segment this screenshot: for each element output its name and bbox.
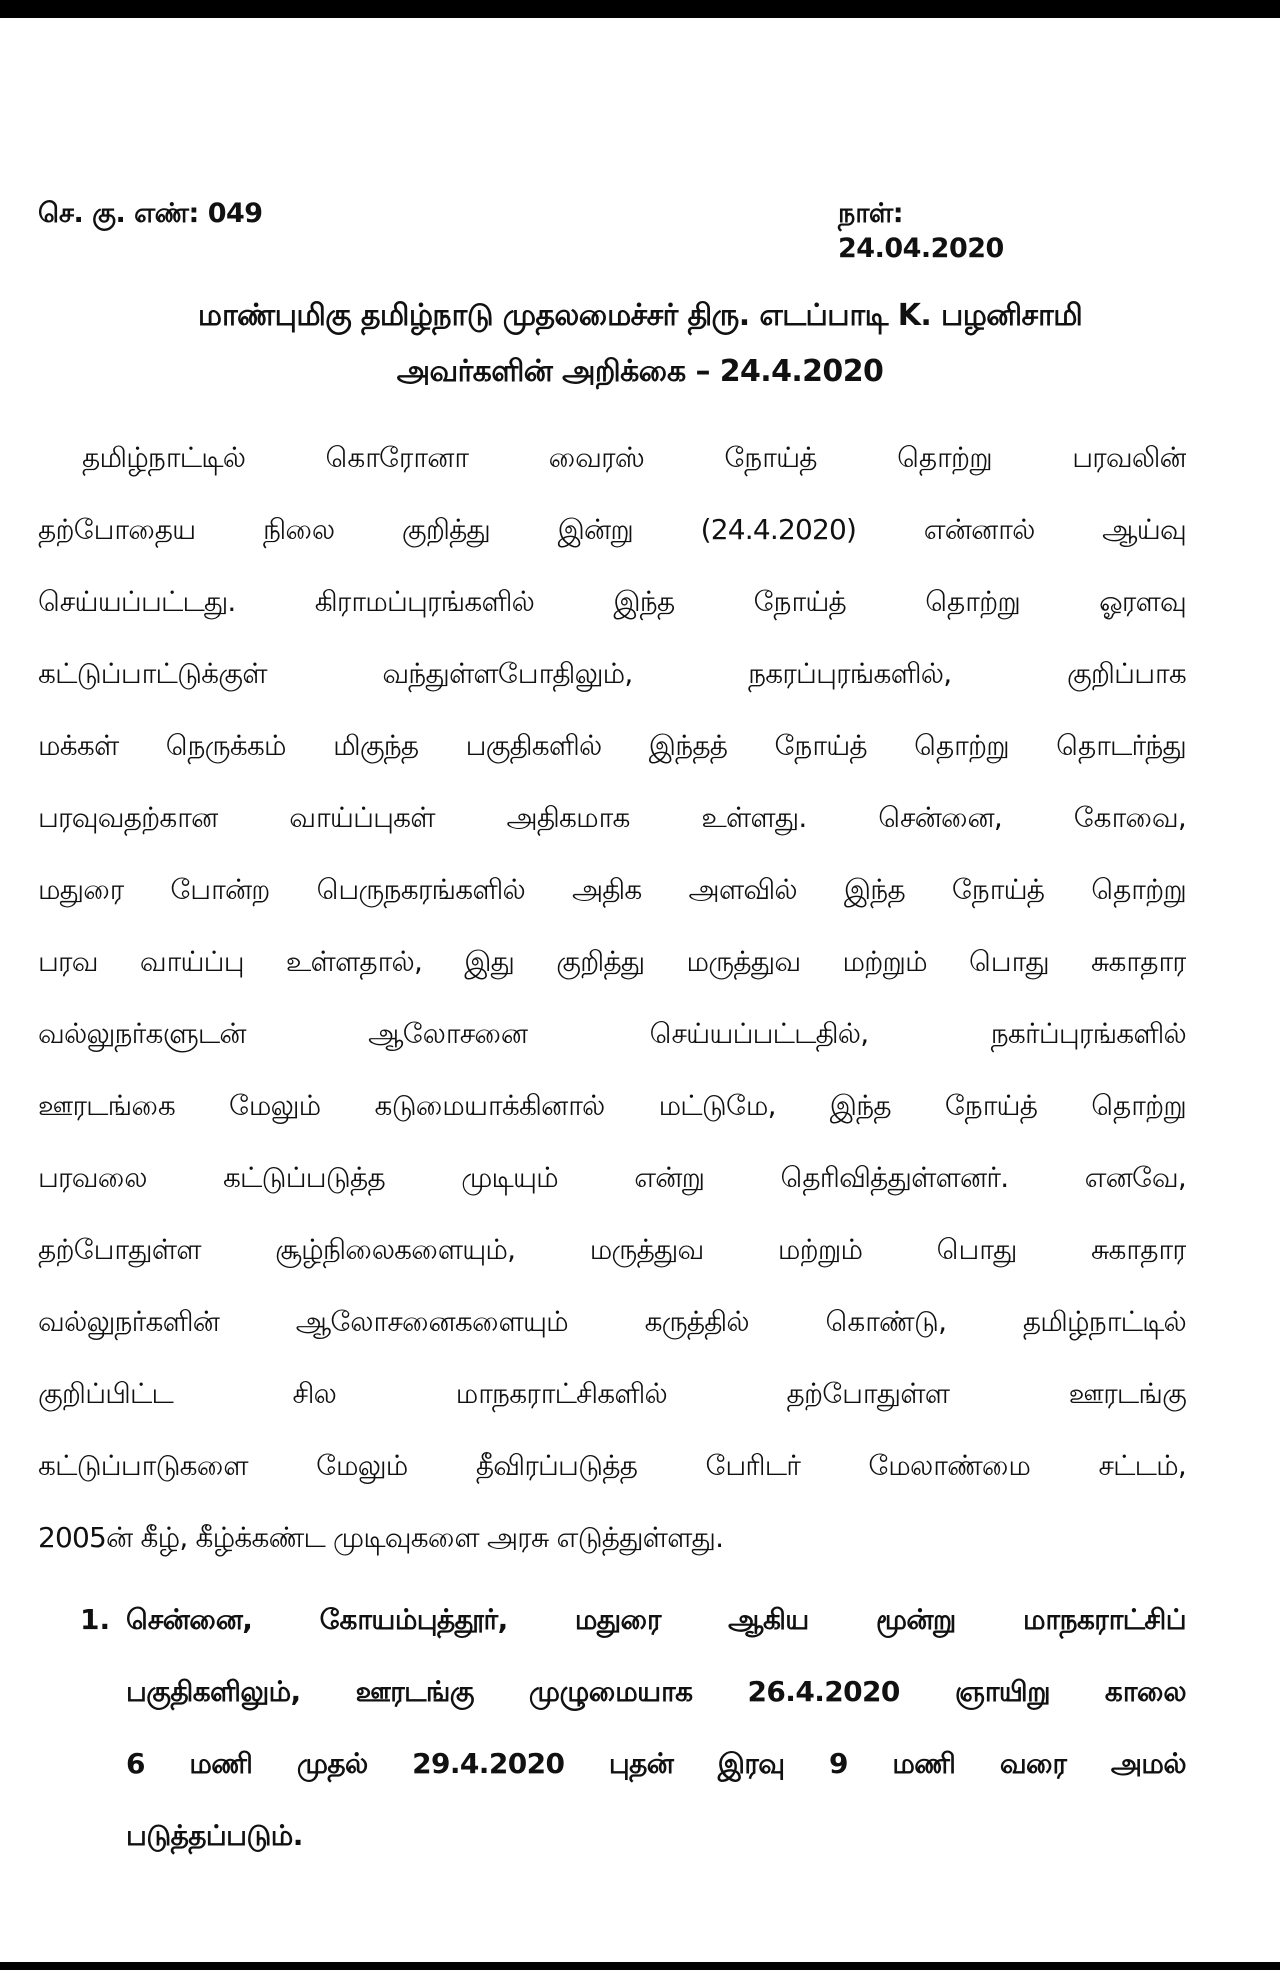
body-line-last: 2005ன் கீழ், கீழ்க்கண்ட முடிவுகளை அரசு எடுத்துள்ளது. bbox=[38, 1521, 724, 1554]
body-line: மதுரை போன்ற பெருநகரங்களில் அதிக அளவில் இந்த நோய்த் தொற்று bbox=[38, 873, 1186, 906]
body-line: தற்போதைய நிலை குறித்து இன்று (24.4.2020) என்னால் ஆய்வு bbox=[38, 513, 1186, 546]
statement-title bbox=[60, 288, 1220, 400]
list-item bbox=[126, 1594, 1186, 1882]
body-line: மக்கள் நெருக்கம் மிகுந்த பகுதிகளில் இந்தத் நோய்த் தொற்று தொடர்ந்து bbox=[38, 729, 1186, 762]
press-release-number: செ. கு. எண்: 049 bbox=[38, 198, 263, 229]
top-black-bar bbox=[0, 0, 1280, 18]
body-line: தற்போதுள்ள சூழ்நிலைகளையும், மருத்துவ மற்றும் பொது சுகாதார bbox=[38, 1233, 1186, 1266]
body-line: பரவுவதற்கான வாய்ப்புகள் அதிகமாக உள்ளது. சென்னை, கோவை, bbox=[38, 801, 1186, 834]
list-item-line-last: படுத்தப்படும். bbox=[126, 1819, 303, 1852]
body-line: தமிழ்நாட்டில் கொரோனா வைரஸ் நோய்த் தொற்று பரவலின் bbox=[82, 441, 1186, 474]
press-release-date: நாள்: 24.04.2020 bbox=[838, 198, 1004, 264]
press-release-header bbox=[38, 198, 1074, 264]
list-item-line: 6 மணி முதல் 29.4.2020 புதன் இரவு 9 மணி வரை அமல் bbox=[126, 1747, 1186, 1780]
body-line: வல்லுநர்களின் ஆலோசனைகளையும் கருத்தில் கொண்டு, தமிழ்நாட்டில் bbox=[38, 1305, 1186, 1338]
bottom-black-bar bbox=[0, 1962, 1280, 1970]
body-line: பரவ வாய்ப்பு உள்ளதால், இது குறித்து மருத்துவ மற்றும் பொது சுகாதார bbox=[38, 945, 1186, 978]
list-item-line: பகுதிகளிலும், ஊரடங்கு முழுமையாக 26.4.2020 ஞாயிறு காலை bbox=[126, 1675, 1186, 1708]
body-line: குறிப்பிட்ட சில மாநகராட்சிகளில் தற்போதுள்ள ஊரடங்கு bbox=[38, 1377, 1186, 1410]
list-item-line: சென்னை, கோயம்புத்தூர், மதுரை ஆகிய மூன்று மாநகராட்சிப் bbox=[126, 1603, 1186, 1636]
body-line: வல்லுநர்களுடன் ஆலோசனை செய்யப்பட்டதில், நகர்ப்புரங்களில் bbox=[38, 1017, 1186, 1050]
body-line: செய்யப்பட்டது. கிராமப்புரங்களில் இந்த நோய்த் தொற்று ஓரளவு bbox=[38, 585, 1186, 618]
statement-body bbox=[38, 432, 1186, 1584]
body-line: கட்டுப்பாடுகளை மேலும் தீவிரப்படுத்த பேரிடர் மேலாண்மை சட்டம், bbox=[38, 1449, 1186, 1482]
title-line-1: மாண்புமிகு தமிழ்நாடு முதலமைச்சர் திரு. எடப்பாடி K. பழனிசாமி bbox=[197, 298, 1083, 333]
body-line: பரவலை கட்டுப்படுத்த முடியும் என்று தெரிவித்துள்ளனர். எனவே, bbox=[38, 1161, 1186, 1194]
title-line-2: அவர்களின் அறிக்கை – 24.4.2020 bbox=[396, 354, 884, 389]
body-line: கட்டுப்பாட்டுக்குள் வந்துள்ளபோதிலும், நகரப்புரங்களில், குறிப்பாக bbox=[38, 657, 1186, 690]
list-item-number: 1. bbox=[80, 1603, 111, 1636]
body-line: ஊரடங்கை மேலும் கடுமையாக்கினால் மட்டுமே, இந்த நோய்த் தொற்று bbox=[38, 1089, 1186, 1122]
